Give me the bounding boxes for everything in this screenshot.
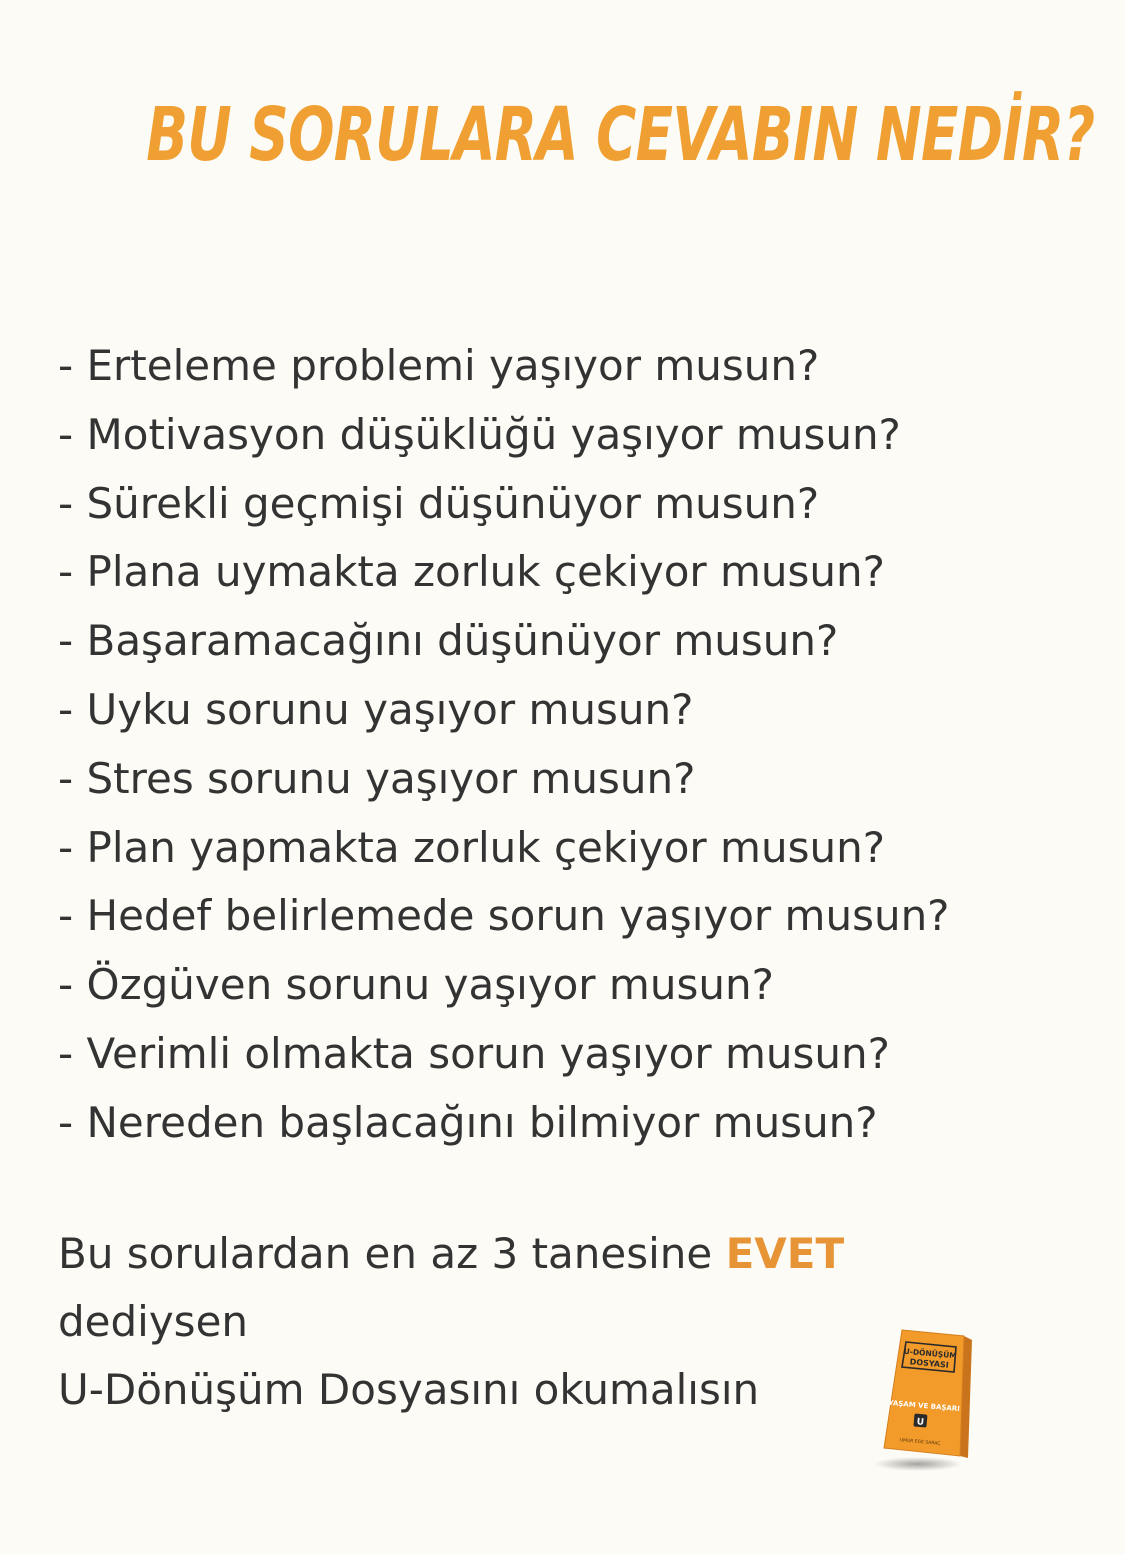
book-author: UMUR EGE SARAÇ (899, 1438, 941, 1447)
question-item: - Motivasyon düşüklüğü yaşıyor musun? (58, 409, 901, 459)
question-item: - Özgüven sorunu yaşıyor musun? (58, 960, 774, 1010)
question-item: - Plan yapmakta zorluk çekiyor musun? (58, 822, 885, 872)
question-item: - Erteleme problemi yaşıyor musun? (58, 341, 820, 390)
question-item: - Uyku sorunu yaşıyor musun? (58, 684, 694, 734)
cta-line-3: U-Dönüşüm Dosyasını okumalısın (58, 1365, 760, 1414)
question-item: - Plana uymakta zorluk çekiyor musun? (58, 547, 885, 597)
question-item: - Stres sorunu yaşıyor musun? (58, 753, 696, 803)
book-badge: U (916, 1417, 925, 1428)
question-list (58, 332, 949, 1158)
book-subtitle: YAŞAM VE BAŞARI (888, 1398, 961, 1414)
question-item: - Hedef belirlemede sorun yaşıyor musun? (58, 891, 950, 941)
book-title-line-2: DOSYASI (909, 1357, 950, 1370)
question-item: - Sürekli geçmişi düşünüyor musun? (58, 478, 820, 528)
cta-line-1 (58, 1220, 844, 1288)
question-item: - Nereden başlacağını bilmiyor musun? (58, 1097, 878, 1147)
page-title: BU SORULARA CEVABIN NEDİR? (146, 92, 1095, 178)
question-item: - Başaramacağını düşünüyor musun? (58, 616, 839, 666)
book-cover-image (868, 1326, 978, 1474)
question-item: - Verimli olmakta sorun yaşıyor musun? (58, 1028, 890, 1078)
cta-emphasis: EVET (725, 1229, 845, 1278)
cta-line-2: dediysen (58, 1297, 249, 1346)
cta-prefix: Bu sorulardan en az 3 tanesine (58, 1229, 726, 1278)
call-to-action (58, 1220, 844, 1424)
book-title-line-1: U-DÖNÜŞÜM (903, 1346, 958, 1361)
